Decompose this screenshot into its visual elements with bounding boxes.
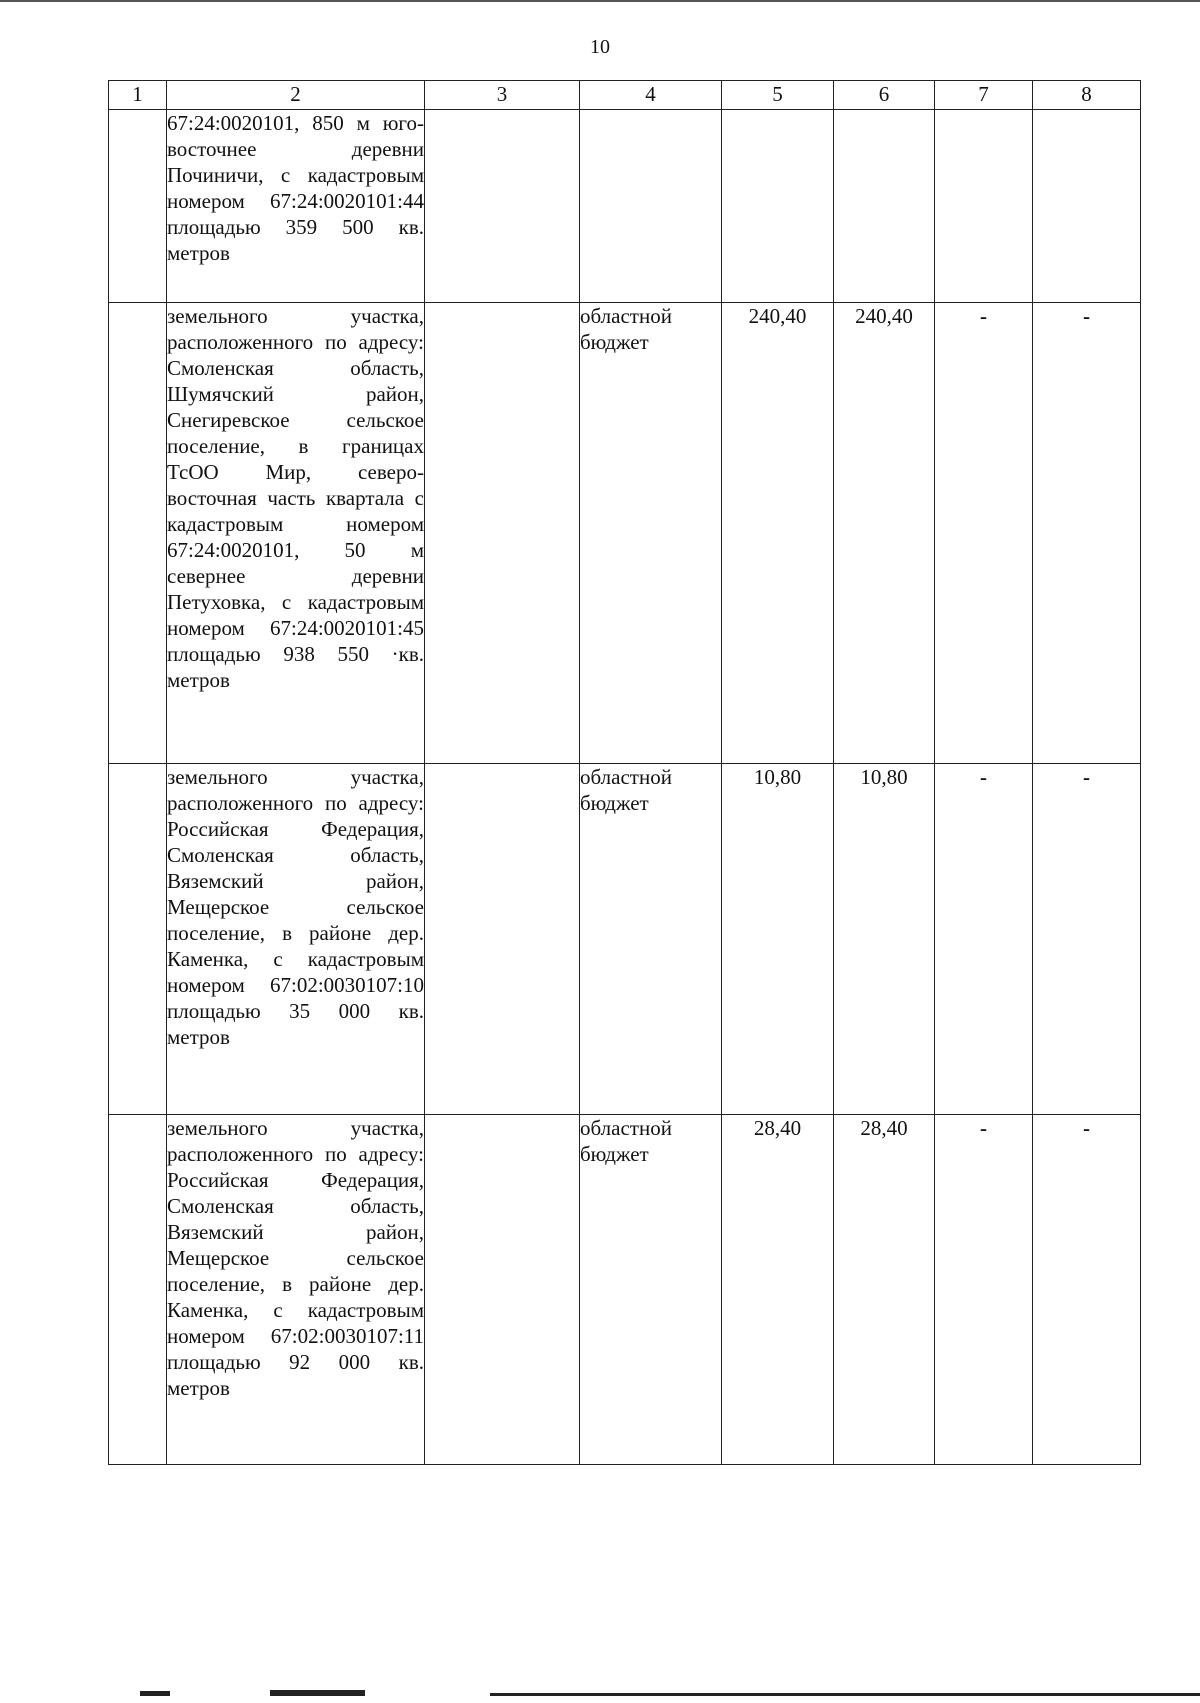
cell-funding-source: областной бюджет — [580, 303, 722, 764]
cell-col1 — [109, 1115, 167, 1465]
cell-col6: 240,40 — [834, 303, 935, 764]
cell-funding-source — [580, 110, 722, 303]
page-number: 10 — [590, 36, 610, 58]
column-header-5: 5 — [722, 81, 834, 110]
cell-col3 — [425, 1115, 580, 1465]
description-text: земельного участка, расположенного по адресу: Российская Федерация, Смоленская область, Вяземский район, Мещерское сельское поселение, в районе дер. Каменка, с кадастровым номером 67:02:0030107:11 площадью 92 000 кв. метров — [167, 1116, 424, 1400]
cell-col3 — [425, 764, 580, 1115]
scan-artifact-bottom — [490, 1693, 1200, 1696]
cell-funding-source: областной бюджет — [580, 1115, 722, 1465]
cell-col5 — [722, 110, 834, 303]
cell-col7: - — [935, 303, 1033, 764]
cell-col5: 28,40 — [722, 1115, 834, 1465]
scan-artifact-top — [0, 0, 1200, 2]
cell-col5: 10,80 — [722, 764, 834, 1115]
cell-col8: - — [1033, 1115, 1141, 1465]
cell-col8: - — [1033, 764, 1141, 1115]
column-header-3: 3 — [425, 81, 580, 110]
cell-description — [167, 764, 425, 1115]
cell-description — [167, 110, 425, 303]
description-text: земельного участка, расположенного по адресу: Смоленская область, Шумячский район, Снегиревское сельское поселение, в границах ТсОО Мир, северо-восточная часть квартала с кадастровым номером 67:24:0020101, 50 м севернее деревни Петуховка, с кадастровым номером 67:24:0020101:45 площадью 938 550 ·кв. метров — [167, 304, 424, 692]
cell-col7 — [935, 110, 1033, 303]
cell-funding-source: областной бюджет — [580, 764, 722, 1115]
header-row — [109, 81, 1141, 110]
cell-col3 — [425, 303, 580, 764]
cell-col6 — [834, 110, 935, 303]
budget-table — [108, 80, 1141, 1465]
column-header-1: 1 — [109, 81, 167, 110]
table-row — [109, 1115, 1141, 1465]
cell-col6: 10,80 — [834, 764, 935, 1115]
column-header-2: 2 — [167, 81, 425, 110]
cell-col1 — [109, 110, 167, 303]
cell-description — [167, 1115, 425, 1465]
column-header-4: 4 — [580, 81, 722, 110]
scan-artifact-bottom-mark-2 — [140, 1691, 170, 1696]
column-header-7: 7 — [935, 81, 1033, 110]
cell-col6: 28,40 — [834, 1115, 935, 1465]
cell-col7: - — [935, 1115, 1033, 1465]
column-header-8: 8 — [1033, 81, 1141, 110]
cell-col1 — [109, 764, 167, 1115]
column-header-6: 6 — [834, 81, 935, 110]
description-text: земельного участка, расположенного по адресу: Российская Федерация, Смоленская область, Вяземский район, Мещерское сельское поселение, в районе дер. Каменка, с кадастровым номером 67:02:0030107:10 площадью 35 000 кв. метров — [167, 765, 424, 1049]
cell-col8: - — [1033, 303, 1141, 764]
table-row — [109, 110, 1141, 303]
description-text: 67:24:0020101, 850 м юго-восточнее деревни Починичи, с кадастровым номером 67:24:0020101:44 площадью 359 500 кв. метров — [167, 111, 424, 265]
cell-description — [167, 303, 425, 764]
table-row — [109, 764, 1141, 1115]
cell-col8 — [1033, 110, 1141, 303]
table-row — [109, 303, 1141, 764]
cell-col1 — [109, 303, 167, 764]
scan-artifact-bottom-mark — [270, 1690, 365, 1696]
cell-col7: - — [935, 764, 1033, 1115]
cell-col3 — [425, 110, 580, 303]
cell-col5: 240,40 — [722, 303, 834, 764]
